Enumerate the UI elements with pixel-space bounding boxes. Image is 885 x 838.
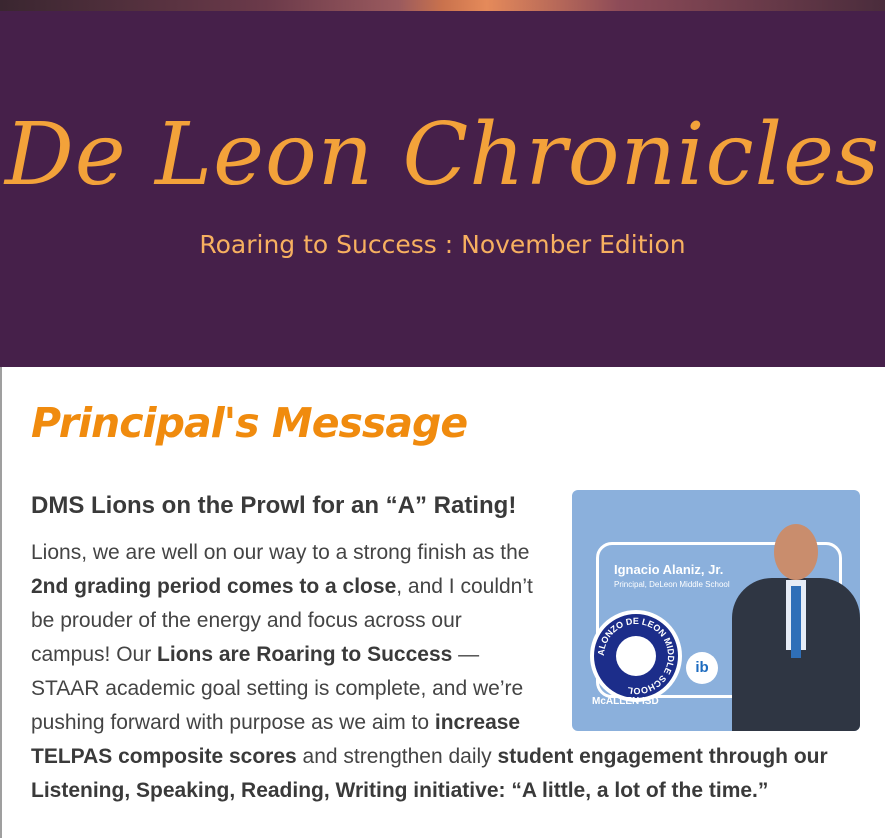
ib-logo: ib: [686, 652, 718, 684]
isd-logo: McALLEN ISD: [592, 696, 659, 707]
article-bold-2: Lions are Roaring to Success: [157, 643, 453, 666]
section-title: Principal's Message: [31, 399, 468, 447]
school-seal-logo: [590, 610, 682, 702]
article-text-1: Lions, we are well on our way to a strong finish as the: [31, 541, 530, 564]
portrait-head: [774, 524, 818, 580]
principal-role: Principal, DeLeon Middle School: [614, 580, 730, 589]
article-text-4: and strengthen daily: [296, 745, 498, 768]
lion-emblem: [616, 636, 656, 676]
article-bold-1: 2nd grading period comes to a close: [31, 575, 397, 598]
principal-photo: [572, 490, 860, 731]
seal-text: ALONZO DE LEON MIDDLE SCHOOL: [595, 615, 677, 697]
article-bold-4: student engagement through our Listening, Speaking, Reading, Writing initiative: “A little, a lot of the time.”: [31, 745, 828, 802]
top-image-strip: [0, 0, 885, 11]
portrait-tie: [791, 586, 801, 658]
edition-subtitle: Roaring to Success : November Edition: [199, 230, 686, 259]
article-text-3: — STAAR academic goal setting is complete, and we’re pushing forward with purpose as we aim to: [31, 643, 524, 734]
article-text-2: , and I couldn’t be prouder of the energy and focus across our campus! Our: [31, 575, 533, 666]
masthead-title: De Leon Chronicles: [4, 105, 881, 205]
article-heading: DMS Lions on the Prowl for an “A” Rating!: [31, 492, 517, 519]
content-border: [0, 367, 2, 838]
article-bold-3: increase TELPAS composite scores: [31, 711, 521, 768]
principal-name: Ignacio Alaniz, Jr.: [614, 562, 724, 577]
